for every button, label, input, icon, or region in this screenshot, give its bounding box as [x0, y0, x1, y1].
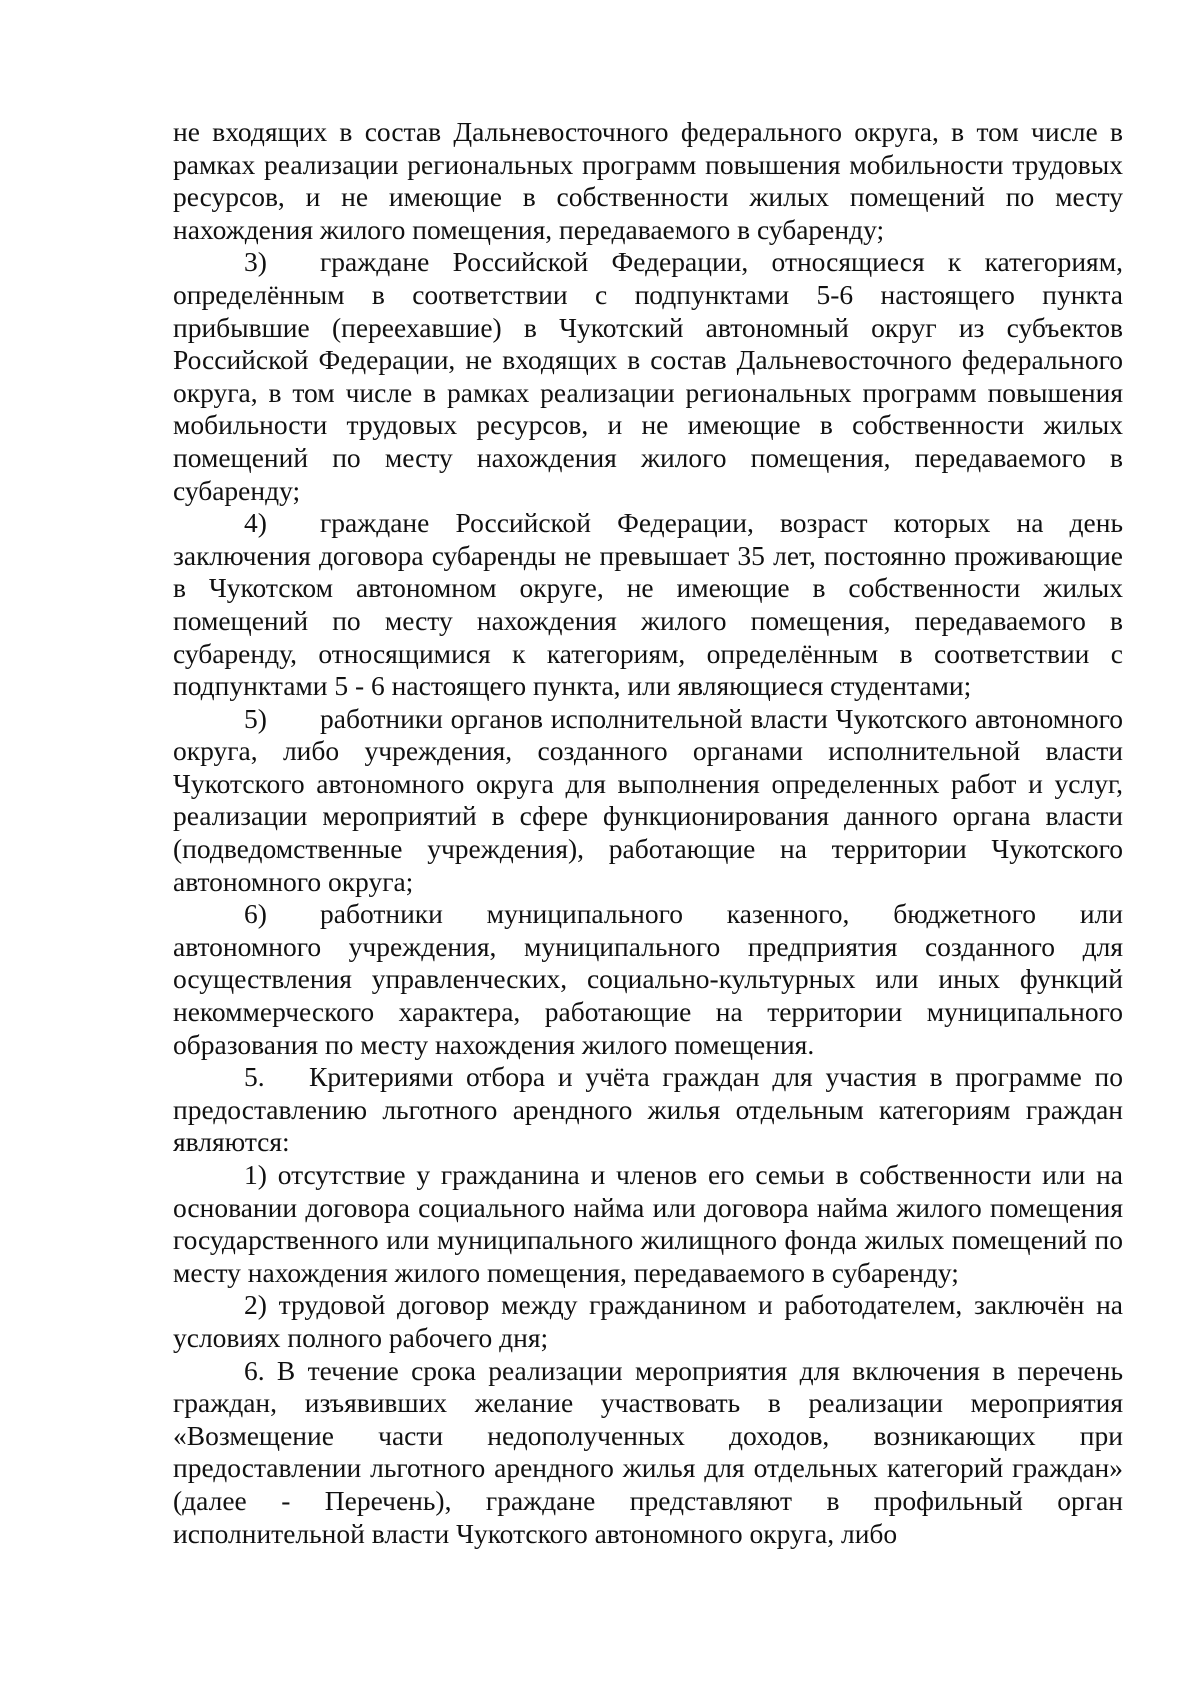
section-number: 5. [244, 1061, 265, 1093]
item-number: 4) [244, 507, 267, 539]
document-body [173, 116, 1123, 1550]
paragraph-continuation: не входящих в состав Дальневосточного федерального округа, в том числе в рамках реализации региональных программ повышения мобильности трудовых ресурсов, и не имеющие в собственности жилых помещений по месту нахождения жилого помещения, передаваемого в субаренду; [173, 116, 1123, 245]
paragraph-item-4 [173, 507, 1123, 703]
paragraph-item-3 [173, 246, 1123, 507]
paragraph-section-5 [173, 1061, 1123, 1159]
paragraph-item-6 [173, 898, 1123, 1061]
item-text: граждане Российской Федерации, возраст которых на день заключения договора субаренды не превышает 35 лет, постоянно проживающие в Чукотском автономном округе, не имеющие в собственности жилых помещений по месту нахождения жилого помещения, передаваемого в субаренду, относящимися к категориям, определённым в соответствии с подпунктами 5 - 6 настоящего пункта, или являющиеся студентами; [173, 507, 1123, 702]
item-text: работники муниципального казенного, бюджетного или автономного учреждения, муниципального предприятия созданного для осуществления управленческих, социально-культурных или иных функций некоммерческого характера, работающие на территории муниципального образования по месту нахождения жилого помещения. [173, 898, 1123, 1060]
section-text: Критериями отбора и учёта граждан для участия в программе по предоставлению льготного арендного жилья отдельным категориям граждан являются: [173, 1061, 1123, 1158]
item-text: граждане Российской Федерации, относящиеся к категориям, определённым в соответствии с подпунктами 5-6 настоящего пункта прибывшие (переехавшие) в Чукотский автономный округ из субъектов Российской Федерации, не входящих в состав Дальневосточного федерального округа, в том числе в рамках реализации региональных программ повышения мобильности трудовых ресурсов, и не имеющие в собственности жилых помещений по месту нахождения жилого помещения, передаваемого в субаренду; [173, 246, 1123, 506]
item-number: 5) [244, 702, 267, 734]
paragraph-section-6: 6. В течение срока реализации мероприятия для включения в перечень граждан, изъявивших желание участвовать в реализации мероприятия «Возмещение части недополученных доходов, возникающих при предоставлении льготного арендного жилья для отдельных категорий граждан» (далее - Перечень), граждане представляют в профильный орган исполнительной власти Чукотского автономного округа, либо [173, 1354, 1123, 1549]
item-number: 6) [244, 898, 267, 930]
paragraph-criterion-1: 1) отсутствие у гражданина и членов его семьи в собственности или на основании договора социального найма или договора найма жилого помещения государственного или муниципального жилищного фонда жилых помещений по месту нахождения жилого помещения, передаваемого в субаренду; [173, 1159, 1123, 1288]
item-number: 3) [244, 246, 267, 278]
paragraph-item-5 [173, 703, 1123, 899]
item-text: работники органов исполнительной власти Чукотского автономного округа, либо учреждения, созданного органами исполнительной власти Чукотского автономного округа для выполнения определенных работ и услуг, реализации мероприятий в сфере функционирования данного органа власти (подведомственные учреждения), работающие на территории Чукотского автономного округа; [173, 702, 1123, 897]
paragraph-criterion-2: 2) трудовой договор между гражданином и работодателем, заключён на условиях полного рабочего дня; [173, 1289, 1123, 1353]
